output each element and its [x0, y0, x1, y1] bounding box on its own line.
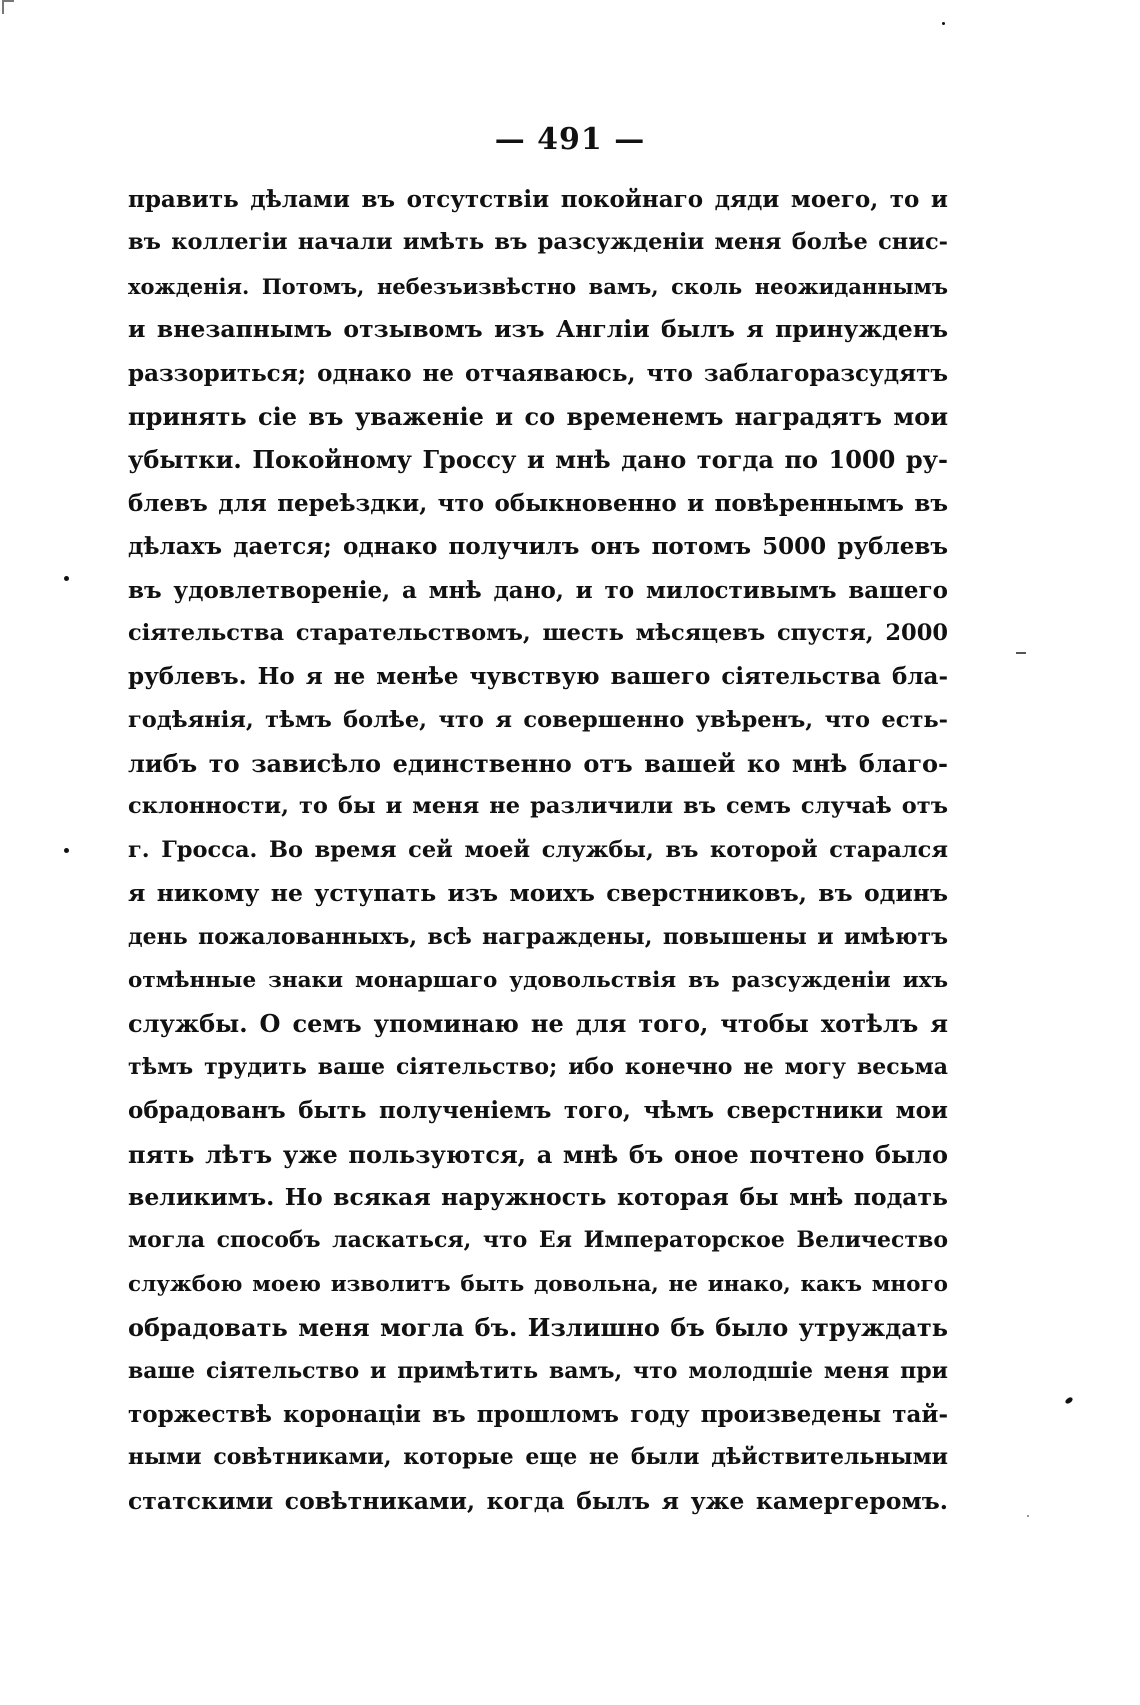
scan-speck: [942, 22, 945, 25]
text-line: тѣмъ трудить ваше сіятельство; ибо конечно не могу весьма: [128, 1053, 948, 1080]
text-line: рублевъ. Но я не менѣе чувствую вашего сіятельства бла-: [128, 663, 948, 691]
text-line: я никому не уступать изъ моихъ сверстниковъ, въ одинъ: [128, 879, 948, 908]
text-line: статскими совѣтниками, когда былъ я уже камергеромъ.: [128, 1486, 948, 1515]
text-line: править дѣлами въ отсутствіи покойнаго дяди моего, то и: [128, 186, 948, 213]
text-line: ваше сіятельство и примѣтить вамъ, что молодшіе меня при: [128, 1357, 948, 1384]
text-line: отмѣнные знаки монаршаго удовольствія въ разсужденіи ихъ: [128, 968, 948, 994]
scan-speck: [1027, 1515, 1029, 1517]
text-line: службою моею изволитъ быть довольна, не инако, какъ много: [128, 1271, 948, 1297]
text-line: ными совѣтниками, которые еще не были дѣйствительными: [128, 1444, 948, 1471]
text-line: въ коллегіи начали имѣть въ разсужденіи меня болѣе снис-: [128, 229, 948, 256]
text-line: г. Гросса. Во время сей моей службы, въ которой старался: [128, 836, 948, 863]
text-line: день пожалованныхъ, всѣ награждены, повышены и имѣютъ: [128, 923, 948, 950]
text-line: службы. О семъ упоминаю не для того, чтобы хотѣлъ я: [128, 1009, 948, 1039]
text-line: дѣлахъ дается; однако получилъ онъ потомъ 5000 рублевъ: [128, 533, 948, 561]
text-line: торжествѣ коронаціи въ прошломъ году произведены тай-: [128, 1400, 948, 1428]
text-line: либъ то зависѣло единственно отъ вашей ко мнѣ благо-: [128, 749, 948, 779]
scan-speck: [64, 848, 69, 853]
body-text: [128, 178, 948, 1523]
text-line: блевъ для переѣздки, что обыкновенно и повѣреннымъ въ: [128, 489, 948, 517]
text-line: раззориться; однако не отчаяваюсь, что заблагоразсудятъ: [128, 359, 948, 387]
text-line: могла способъ ласкаться, что Ея Императорское Величество: [128, 1227, 948, 1254]
text-line: хожденія. Потомъ, небезъизвѣстно вамъ, сколь неожиданнымъ: [128, 273, 948, 299]
scan-speck: [64, 576, 69, 581]
text-line: и внезапнымъ отзывомъ изъ Англіи былъ я принужденъ: [128, 315, 948, 344]
text-line: въ удовлетвореніе, а мнѣ дано, и то милостивымъ вашего: [128, 576, 948, 604]
scan-speck: [1016, 652, 1026, 654]
text-line: годѣянія, тѣмъ болѣе, что я совершенно увѣренъ, что есть-: [128, 706, 948, 733]
text-line: обрадованъ быть полученіемъ того, чѣмъ сверстники мои: [128, 1097, 948, 1125]
text-line: склонности, то бы и меня не различили въ семъ случаѣ отъ: [128, 793, 948, 820]
text-line: пять лѣтъ уже пользуются, а мнѣ бъ оное почтено было: [128, 1139, 948, 1169]
text-line: обрадовать меня могла бъ. Излишно бъ было утруждать: [128, 1313, 948, 1343]
text-line: принять сіе въ уваженіе и со временемъ наградятъ мои: [128, 401, 948, 431]
text-line: великимъ. Но всякая наружность которая бы мнѣ подать: [128, 1182, 948, 1211]
text-line: убытки. Покойному Гроссу и мнѣ дано тогда по 1000 ру-: [128, 445, 948, 475]
scan-corner-mark: [2, 0, 14, 14]
page-number: — 491 —: [494, 122, 646, 157]
scan-speck: [1064, 1396, 1073, 1405]
text-line: сіятельства старательствомъ, шесть мѣсяцевъ спустя, 2000: [128, 619, 948, 646]
